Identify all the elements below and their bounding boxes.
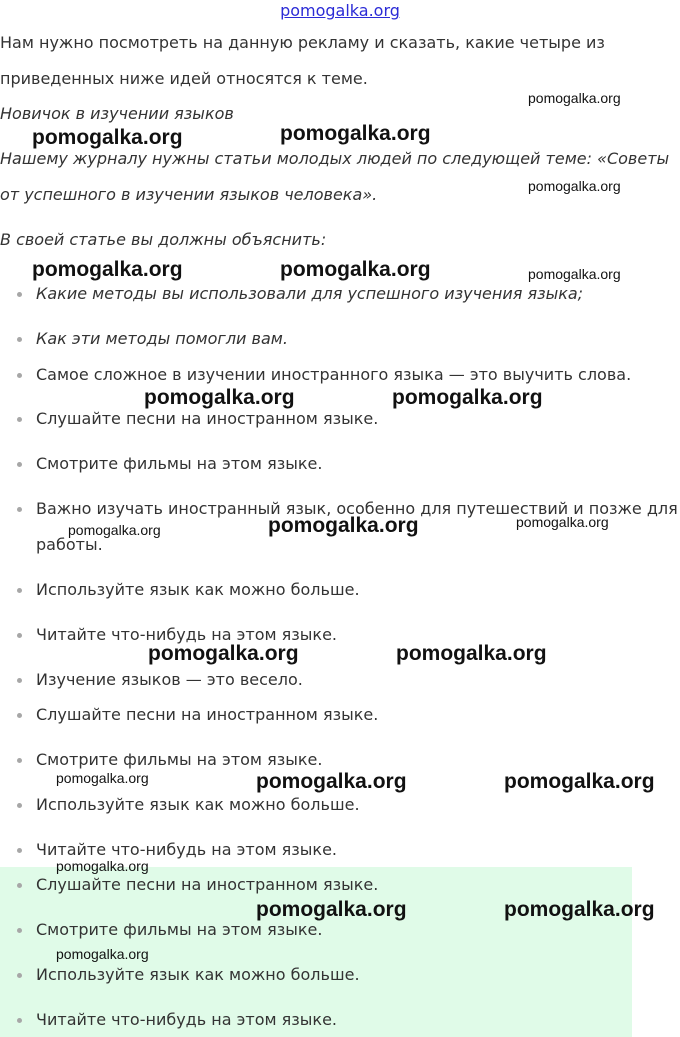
watermark: pomogalka.org	[148, 642, 299, 665]
list-item-continuation: работы.	[36, 535, 103, 554]
watermark: pomogalka.org	[268, 514, 419, 537]
list-item: Самое сложное в изучении иностранного языка — это выучить слова.	[36, 365, 631, 385]
watermark: pomogalka.org	[392, 386, 543, 409]
answer-item: Смотрите фильмы на этом языке.	[36, 920, 322, 940]
watermark: pomogalka.org	[56, 858, 149, 874]
list-item: Слушайте песни на иностранном языке.	[36, 705, 378, 725]
explain-heading: В своей статье вы должны объяснить:	[0, 230, 327, 249]
list-item: Смотрите фильмы на этом языке.	[36, 750, 322, 770]
watermark: pomogalka.org	[516, 514, 609, 530]
bullet-icon	[17, 1018, 22, 1023]
answer-item: Слушайте песни на иностранном языке.	[36, 875, 378, 895]
list-item: Какие методы вы использовали для успешного изучения языка;	[36, 284, 583, 304]
list-item: Используйте язык как можно больше.	[36, 795, 360, 815]
bullet-icon	[17, 507, 22, 512]
watermark: pomogalka.org	[256, 898, 407, 921]
site-link[interactable]: pomogalka.org	[280, 1, 400, 20]
bullet-icon	[17, 292, 22, 297]
ad-text-line-1: Нашему журналу нужны статьи молодых людей по следующей теме: «Советы	[0, 149, 670, 168]
watermark: pomogalka.org	[68, 522, 161, 538]
bullet-icon	[17, 678, 22, 683]
list-item: Читайте что-нибудь на этом языке.	[36, 625, 337, 645]
list-item: Смотрите фильмы на этом языке.	[36, 454, 322, 474]
list-item: Важно изучать иностранный язык, особенно для путешествий и позже для	[36, 499, 678, 519]
list-item: Изучение языков — это весело.	[36, 670, 303, 690]
answer-item: Используйте язык как можно больше.	[36, 965, 360, 985]
bullet-icon	[17, 713, 22, 718]
intro-line-2: приведенных ниже идей относятся к теме.	[0, 69, 368, 88]
watermark: pomogalka.org	[280, 258, 431, 281]
watermark: pomogalka.org	[504, 898, 655, 921]
watermark: pomogalka.org	[56, 770, 149, 786]
watermark: pomogalka.org	[144, 386, 295, 409]
list-item: Читайте что-нибудь на этом языке.	[36, 840, 337, 860]
watermark: pomogalka.org	[528, 90, 621, 106]
bullet-icon	[17, 588, 22, 593]
list-item: Используйте язык как можно больше.	[36, 580, 360, 600]
watermark: pomogalka.org	[528, 178, 621, 194]
bullet-icon	[17, 633, 22, 638]
watermark: pomogalka.org	[32, 126, 183, 149]
bullet-icon	[17, 373, 22, 378]
bullet-icon	[17, 848, 22, 853]
ad-text-line-2: от успешного в изучении языков человека».	[0, 185, 378, 204]
bullet-icon	[17, 928, 22, 933]
watermark: pomogalka.org	[32, 258, 183, 281]
bullet-icon	[17, 883, 22, 888]
bullet-icon	[17, 462, 22, 467]
answer-item: Читайте что-нибудь на этом языке.	[36, 1010, 337, 1030]
intro-line-1: Нам нужно посмотреть на данную рекламу и сказать, какие четыре из	[0, 33, 605, 52]
watermark: pomogalka.org	[504, 770, 655, 793]
watermark: pomogalka.org	[56, 946, 149, 962]
bullet-icon	[17, 758, 22, 763]
watermark: pomogalka.org	[280, 122, 431, 145]
list-item: Слушайте песни на иностранном языке.	[36, 409, 378, 429]
watermark: pomogalka.org	[528, 266, 621, 282]
watermark: pomogalka.org	[256, 770, 407, 793]
bullet-icon	[17, 337, 22, 342]
watermark: pomogalka.org	[396, 642, 547, 665]
bullet-icon	[17, 417, 22, 422]
ad-title: Новичок в изучении языков	[0, 104, 234, 123]
bullet-icon	[17, 973, 22, 978]
bullet-icon	[17, 803, 22, 808]
list-item: Как эти методы помогли вам.	[36, 329, 288, 349]
